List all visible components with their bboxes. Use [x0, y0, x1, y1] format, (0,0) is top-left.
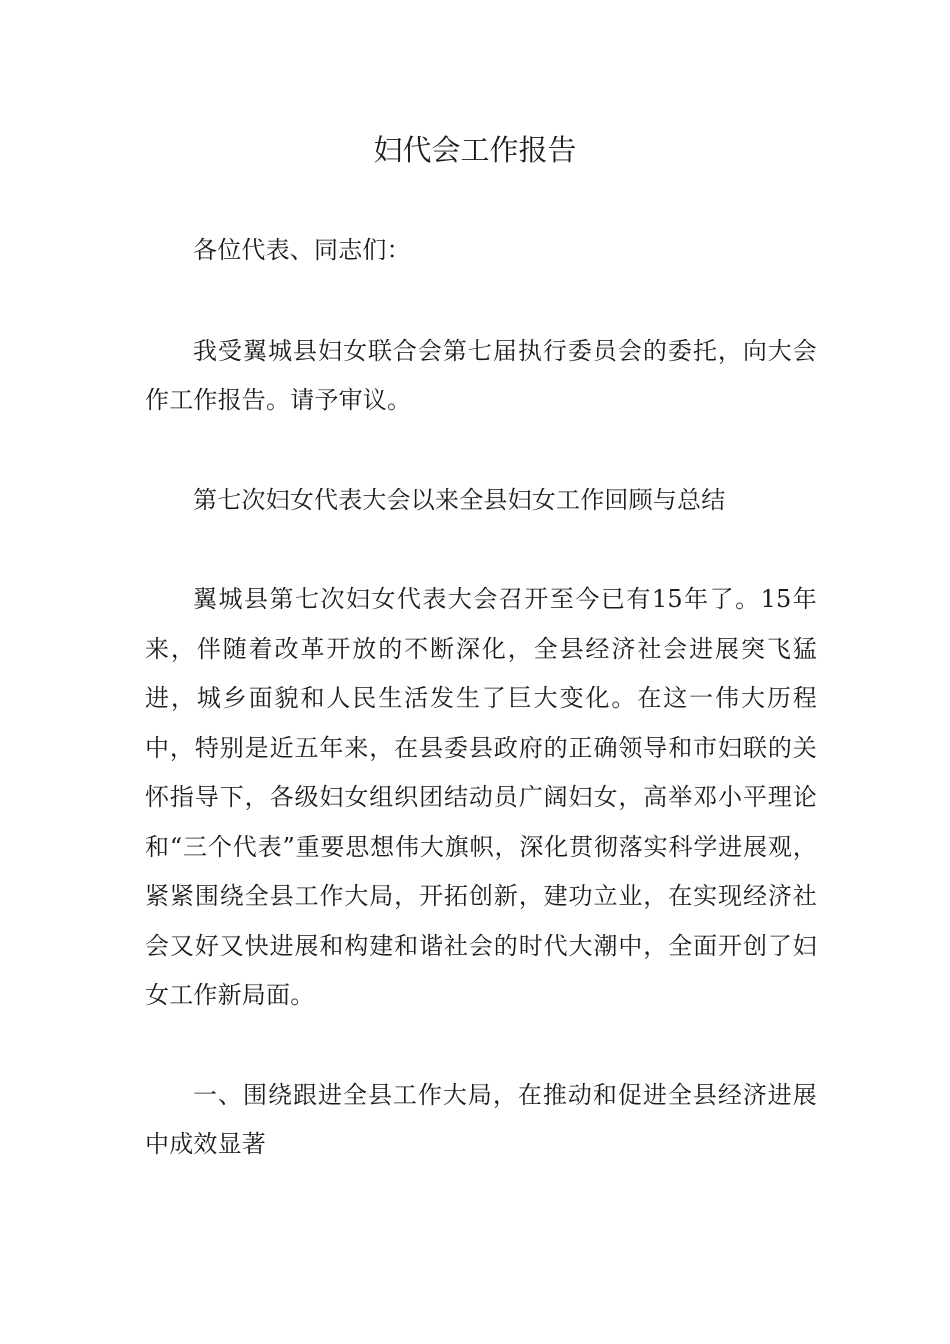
greeting-paragraph: 各位代表、同志们：	[193, 236, 411, 264]
review-paragraph: 翼城县第七次妇女代表大会召开至今已有15年了。15年来，伴随着改革开放的不断深化，全县经济社会进展突飞猛进，城乡面貌和人民生活发生了巨大变化。在这一伟大历程中，特别是近五年来，在县委县政府的正确领导和市妇联的关怀指导下，各级妇女组织团结动员广阔妇女，高举邓小平理论和“三个代表”重要思想伟大旗帜，深化贯彻落实科学进展观，紧紧围绕全县工作大局，开拓创新，建功立业，在实现经济社会又好又快进展和构建和谐社会的时代大潮中，全面开创了妇女工作新局面。	[145, 585, 817, 1009]
subsection-heading-1: 一、围绕跟进全县工作大局，在推动和促进全县经济进展中成效显著	[145, 1080, 817, 1158]
document-title: 妇代会工作报告	[373, 133, 577, 167]
section-heading: 第七次妇女代表大会以来全县妇女工作回顾与总结	[193, 485, 726, 514]
document-body	[145, 226, 817, 1220]
intro-paragraph: 我受翼城县妇女联合会第七届执行委员会的委托，向大会作工作报告。请予审议。	[145, 336, 817, 414]
